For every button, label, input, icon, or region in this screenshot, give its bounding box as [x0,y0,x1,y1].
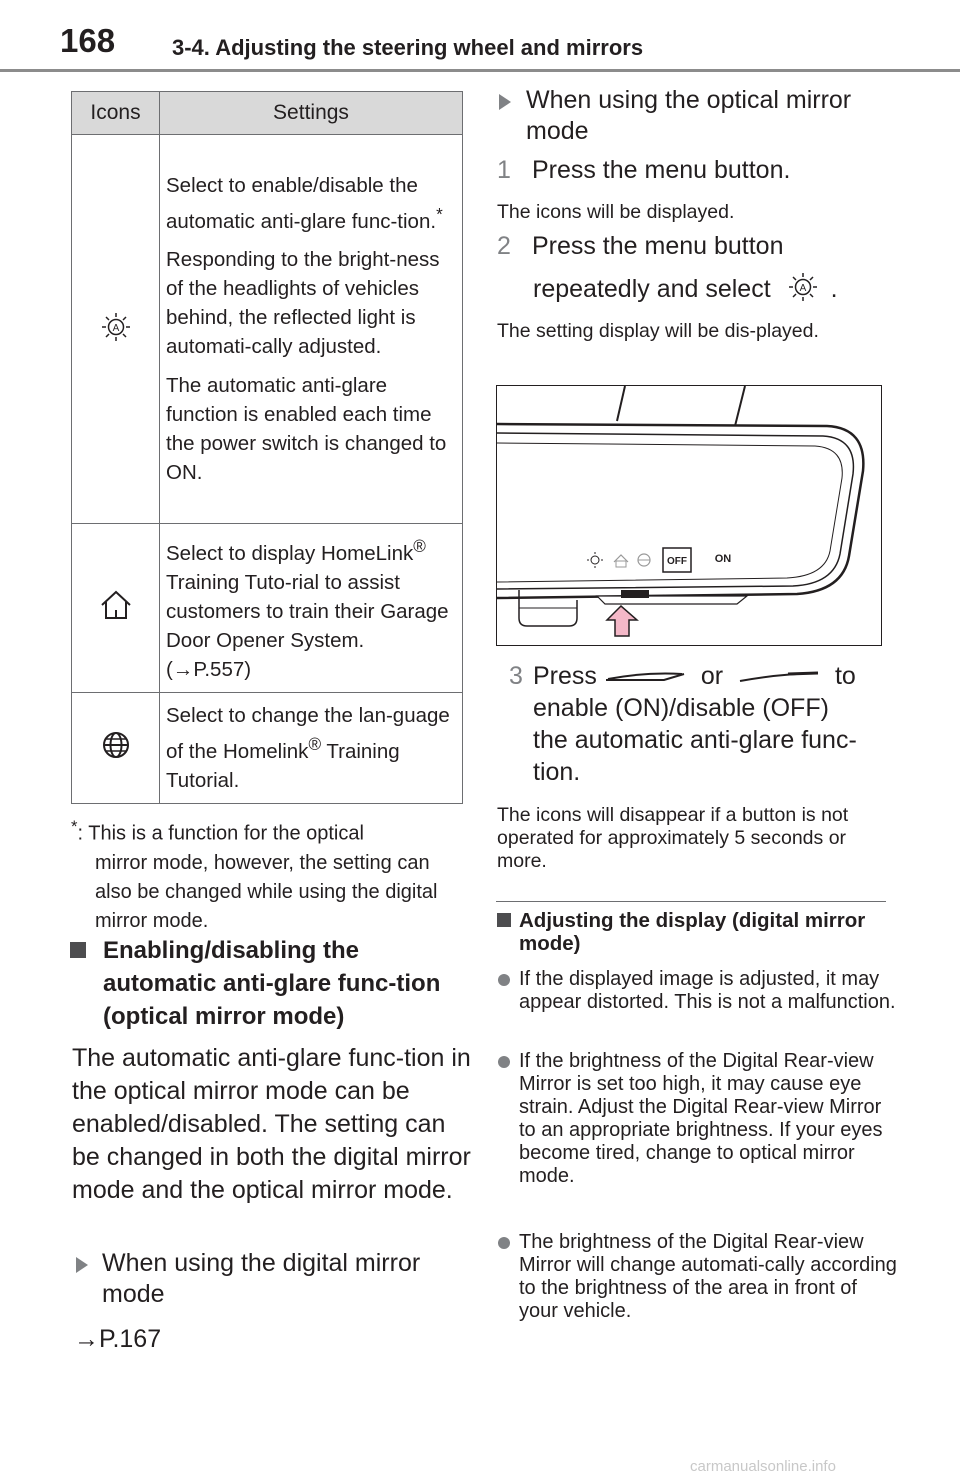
row3-text-b: Training Tutorial. [166,739,400,792]
setting-description [160,692,463,803]
globe-icon [101,730,131,760]
home-icon [98,589,134,621]
arrow-icon: → [172,657,194,681]
note-text: If the displayed image is adjusted, it may appear distorted. This is not a malfunction. [519,968,896,1013]
step-1 [497,154,790,187]
step-text: enable (ON)/disable (OFF) [533,694,829,722]
section-body: The automatic anti-glare func-tion in the optical mirror mode can be enabled/disabled. The setting can be changed in both the digital mirror mode and the optical mirror mode. [72,1044,471,1204]
footnote-text-1: : This is a function for the optical [77,822,364,845]
list-item [497,968,897,1014]
bullet-dot-icon [498,974,510,986]
registered-mark: ® [413,537,426,556]
step-text-or: or [700,662,724,690]
footnote [71,812,471,936]
page-reference-link[interactable]: P.167 [99,1325,162,1353]
list-item [497,1231,897,1323]
table-row [72,524,463,693]
sub-heading [497,909,897,955]
right-button-icon [738,670,820,684]
step-text-to: to [834,662,856,690]
note-text: The brightness of the Digital Rear-view Mirror will change automati-cally according to the brightness of the area in front of your vehicle. [519,1231,897,1322]
bullet-dot-icon [498,1237,510,1249]
footnote-text-2: mirror mode, however, the setting can also be changed while using the digital mirror mode. [95,851,438,932]
triangle-bullet-icon [76,1257,88,1273]
heading-square-icon [497,913,511,927]
row1-text-3: The automatic anti-glare function is enabled each time the power switch is changed to ON. [166,374,447,485]
svg-text:A: A [112,322,119,334]
bullet-text: When using the optical mirror mode [526,86,852,145]
step-3-note: The icons will disappear if a button is not operated for approximately 5 seconds or more. [497,804,849,872]
section-divider [496,901,886,902]
icons-settings-table [71,91,463,804]
watermark: carmanualsonline.info [690,1458,836,1475]
table-row [72,692,463,803]
heading-square-icon [70,942,86,958]
row3-text-a: Select to change the lan-guage of the Homelink [166,703,450,763]
step-text: repeatedly and select [533,275,771,303]
step-number: 1 [497,156,511,184]
svg-text:A: A [799,283,806,294]
step-number: 2 [497,232,511,260]
registered-mark: ® [308,734,322,754]
table-row [72,135,463,524]
column-header-icons: Icons [72,92,160,135]
step-text: Press [533,662,597,690]
bullet-dot-icon [498,1056,510,1068]
row1-text-2: Responding to the bright-ness of the headlights of vehicles behind, the reflected light is automati-cally adjusted. [166,248,440,359]
section-heading-text: Enabling/disabling the automatic anti-glare func-tion (optical mirror mode) [103,937,441,1030]
setting-description [160,524,463,693]
column-header-settings: Settings [160,92,463,135]
left-button-icon [604,670,686,684]
sub-heading-text: Adjusting the display (digital mirror mode) [519,909,866,955]
page-number: 168 [60,22,116,59]
row2-text-b: Training Tuto-rial to assist customers to train their Garage Door Opener System. ( [166,570,449,681]
footnote-mark: * [436,204,443,224]
page-reference[interactable] [74,1325,161,1354]
bullet-text: When using the digital mirror mode [102,1249,421,1308]
header-divider [0,69,960,72]
section-title: 3-4. Adjusting the steering wheel and mirrors [172,35,644,60]
step-2-note: The setting display will be dis-played. [497,320,819,342]
step-3 [509,660,909,788]
icon-cell [72,135,160,524]
list-item [497,1050,897,1188]
optical-mode-bullet [496,85,916,147]
step-text: the automatic anti-glare func- [533,726,857,754]
figure-on-label: ON [714,553,732,565]
step-2 [497,230,784,263]
auto-anti-glare-icon [788,272,818,302]
mirror-illustration [497,386,882,646]
step-text: tion. [533,758,581,786]
triangle-bullet-icon [499,94,511,110]
step-text: Press the menu button. [531,156,791,184]
footnote-mark: * [71,817,78,836]
icon-cell [72,524,160,693]
table-header-row [72,92,463,135]
note-text: If the brightness of the Digital Rear-view Mirror is set too high, it may cause eye strain. Adjust the Digital Rear-view Mirror to an appropriate brightness. If your eyes become tired, change to optical mirror mode. [519,1050,883,1187]
step-1-note: The icons will be displayed. [497,201,735,223]
mirror-figure [496,385,882,646]
section-heading [70,934,470,1033]
setting-description [160,135,463,524]
page-reference-link[interactable]: P.557) [193,657,252,681]
step-text: Press the menu button [531,232,784,260]
digital-mode-bullet [72,1248,472,1310]
arrow-icon: → [74,1325,99,1353]
auto-anti-glare-icon [101,312,131,342]
row2-text-a: Select to display HomeLink [166,541,414,565]
step-number: 3 [509,662,523,690]
step-2-continued [533,272,838,304]
row1-text-1: Select to enable/disable the automatic anti-glare func-tion. [166,173,437,233]
step-text-end: . [830,275,838,303]
icon-cell [72,692,160,803]
figure-off-label: OFF [667,556,687,567]
